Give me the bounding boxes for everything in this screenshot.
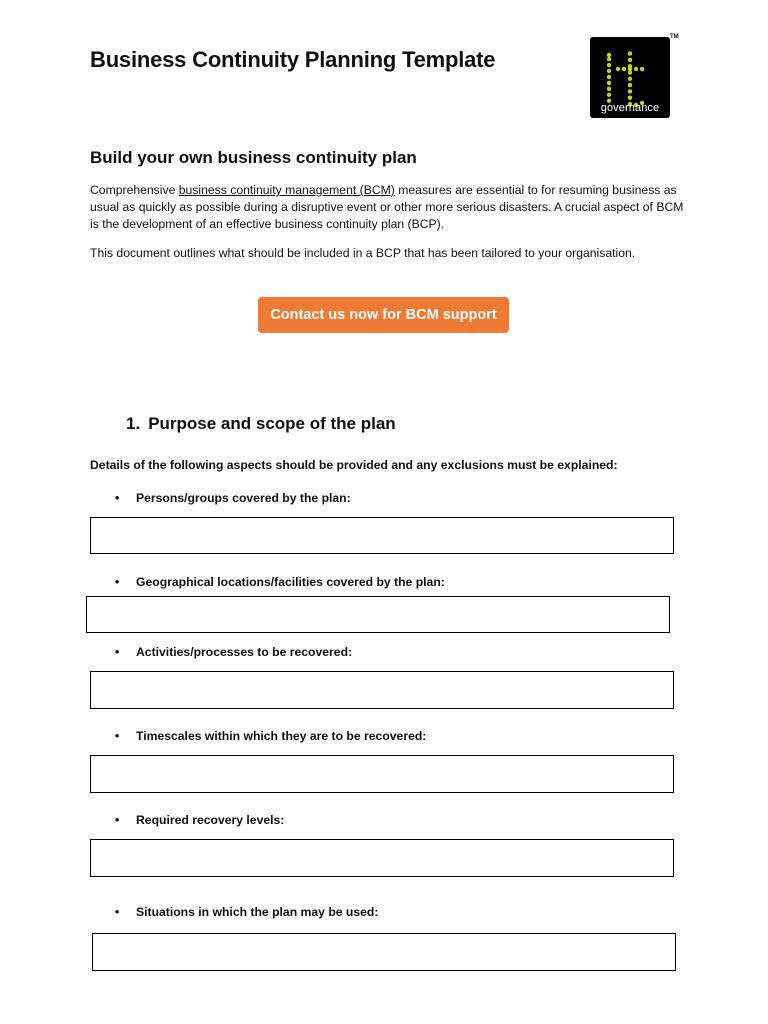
situations-field[interactable]	[92, 933, 676, 971]
bullet-icon: •	[115, 575, 120, 589]
contact-bcm-support-button[interactable]: Contact us now for BCM support	[258, 297, 509, 333]
recovery-levels-field[interactable]	[90, 839, 674, 877]
bullet-item-recovery-levels	[115, 813, 284, 827]
intro-suffix: measures are essential to for resuming business as usual as quickly as possible during a disruptive event or other more serious disasters. A crucial aspect of BCM is the development of an effective business continuity plan (BCP).	[90, 183, 684, 231]
logo-dot	[622, 67, 626, 71]
logo-dot	[628, 67, 632, 71]
logo-dot	[616, 67, 620, 71]
logo-dot	[607, 69, 611, 73]
document-title: Business Continuity Planning Template	[90, 47, 496, 72]
bullet-label: Timescales within which they are to be recovered:	[136, 729, 427, 743]
activities-processes-field[interactable]	[90, 671, 674, 709]
bullet-label: Activities/processes to be recovered:	[136, 645, 353, 659]
section-subtitle: Build your own business continuity plan	[90, 148, 417, 167]
bullet-item-persons	[115, 491, 351, 505]
intro-prefix: Comprehensive	[90, 183, 179, 197]
bullet-icon: •	[115, 729, 120, 743]
locations-facilities-field[interactable]	[86, 596, 670, 633]
outline-paragraph: This document outlines what should be included in a BCP that has been tailored to your organisation.	[90, 246, 636, 260]
bullet-label: Required recovery levels:	[136, 813, 285, 827]
logo-dot	[628, 83, 632, 87]
bullet-item-situations	[115, 905, 378, 919]
bullet-item-activities	[115, 645, 352, 659]
logo-dot	[628, 89, 632, 93]
bullet-icon: •	[115, 645, 120, 659]
logo-dot	[628, 77, 632, 81]
persons-groups-field[interactable]	[90, 517, 674, 554]
section-heading	[126, 414, 396, 434]
it-governance-logo	[590, 37, 670, 118]
logo-dot	[628, 51, 632, 55]
logo-dot	[607, 81, 611, 85]
bullet-icon: •	[115, 905, 120, 919]
logo-dot	[634, 67, 638, 71]
logo-dot	[607, 87, 611, 91]
bullet-label: Situations in which the plan may be used:	[136, 905, 379, 919]
bullet-item-timescales	[115, 729, 426, 743]
trademark-symbol: TM	[670, 34, 679, 40]
bcm-link[interactable]: business continuity management (BCM)	[178, 183, 395, 197]
timescales-field[interactable]	[90, 755, 674, 793]
logo-dot	[607, 93, 611, 97]
logo-dot	[607, 63, 611, 67]
intro-paragraph	[90, 182, 690, 233]
bullet-icon: •	[115, 813, 120, 827]
logo-dot	[607, 53, 611, 57]
section-number: 1.	[126, 414, 141, 433]
section-instructions: Details of the following aspects should be provided and any exclusions must be explained:	[90, 458, 618, 472]
bullet-item-locations	[115, 575, 445, 589]
bullet-icon: •	[115, 491, 120, 505]
bullet-label: Geographical locations/facilities covered by the plan:	[136, 575, 445, 589]
bullet-label: Persons/groups covered by the plan:	[136, 491, 351, 505]
logo-dot	[607, 75, 611, 79]
logo-text: governance	[600, 102, 660, 114]
section-title: Purpose and scope of the plan	[148, 414, 396, 433]
logo-dot	[628, 58, 632, 62]
logo-dot	[628, 96, 632, 100]
logo-dot	[640, 67, 644, 71]
logo-dot	[607, 57, 611, 61]
